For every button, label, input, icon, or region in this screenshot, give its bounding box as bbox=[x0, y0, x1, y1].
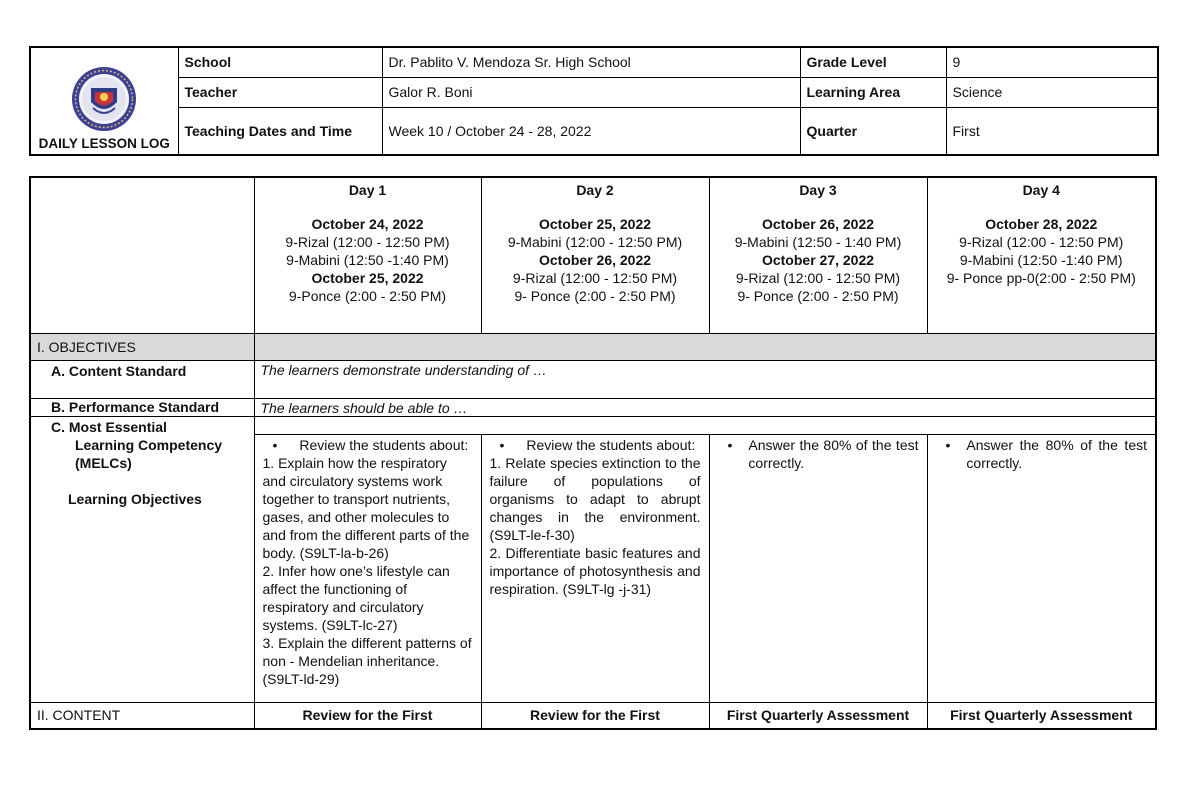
melc-header-row bbox=[30, 416, 1156, 434]
quarter-label: Quarter bbox=[800, 107, 946, 155]
day-header bbox=[709, 177, 927, 333]
day-section-time: 9- Ponce (2:00 - 2:50 PM) bbox=[737, 288, 899, 304]
header-table bbox=[29, 46, 1159, 156]
day4-bullet-text: Answer the 80% of the test correctly. bbox=[966, 436, 1147, 471]
teaching-dates-value: Week 10 / October 24 - 28, 2022 bbox=[382, 107, 800, 155]
day2-item: 2. Differentiate basic features and importance of photosynthesis and respiration. (S9LT-lg -j-31) bbox=[489, 544, 701, 597]
quarter-value: First bbox=[946, 107, 1158, 155]
objectives-blank bbox=[254, 333, 1156, 360]
content-day1: Review for the First bbox=[254, 702, 481, 729]
day-date: October 28, 2022 bbox=[985, 216, 1098, 232]
daily-lesson-log-title: DAILY LESSON LOG bbox=[38, 136, 170, 151]
day-section-time: 9-Rizal (12:00 - 12:50 PM) bbox=[959, 234, 1124, 250]
day-title: Day 2 bbox=[576, 182, 614, 198]
day-header bbox=[254, 177, 481, 333]
day1-objectives bbox=[254, 434, 481, 702]
day-date: October 24, 2022 bbox=[311, 216, 424, 232]
day1-bullet bbox=[263, 436, 473, 454]
day-title: Day 4 bbox=[1022, 182, 1060, 198]
day2-bullet-text: Review the students about: bbox=[526, 436, 696, 453]
day-section-time: 9-Mabini (12:00 - 12:50 PM) bbox=[507, 234, 683, 250]
objectives-row bbox=[30, 333, 1156, 360]
day-section-time: 9- Ponce pp-0(2:00 - 2:50 PM) bbox=[946, 270, 1136, 286]
day-section-time: 9-Rizal (12:00 - 12:50 PM) bbox=[735, 270, 901, 286]
learning-area-value: Science bbox=[946, 77, 1158, 107]
day-section-time: 9-Rizal (12:00 - 12:50 PM) bbox=[285, 234, 450, 250]
learning-area-label: Learning Area bbox=[800, 77, 946, 107]
melc-blank bbox=[254, 416, 1156, 434]
day-section-time: 9-Mabini (12:50 - 1:40 PM) bbox=[734, 234, 902, 250]
days-header-row bbox=[30, 177, 1156, 333]
learning-objectives-label: Learning Objectives bbox=[68, 490, 202, 507]
day3-bullet-text: Answer the 80% of the test correctly. bbox=[748, 436, 919, 471]
school-label: School bbox=[178, 47, 382, 77]
teaching-dates-label: Teaching Dates and Time bbox=[178, 107, 382, 155]
day-header bbox=[481, 177, 709, 333]
day4-bullet bbox=[936, 436, 1148, 472]
day-title: Day 3 bbox=[799, 182, 837, 198]
day2-item: 1. Relate species extinction to the failure of populations of organisms to adapt to abrupt changes in the environment. (S9LT-le-f-30) bbox=[489, 454, 701, 543]
day-title: Day 1 bbox=[348, 182, 387, 198]
bullet-dot-icon: • bbox=[499, 436, 505, 453]
day-section-time: 9-Mabini (12:50 -1:40 PM) bbox=[959, 252, 1123, 268]
content-heading: II. CONTENT bbox=[30, 702, 254, 729]
content-standard-label: A. Content Standard bbox=[30, 360, 254, 398]
grade-value: 9 bbox=[946, 47, 1158, 77]
performance-standard-row bbox=[30, 398, 1156, 416]
day3-objectives bbox=[709, 434, 927, 702]
bullet-dot-icon: • bbox=[272, 436, 278, 453]
day-section-time: 9- Ponce (2:00 - 2:50 PM) bbox=[514, 288, 676, 304]
melc-label-line1: C. Most Essential bbox=[51, 418, 167, 435]
bullet-dot-icon: • bbox=[727, 436, 733, 453]
day1-item: 2. Infer how one’s lifestyle can affect the functioning of respiratory and circulatory systems. (S9LT-lc-27) bbox=[262, 562, 450, 633]
content-row bbox=[30, 702, 1156, 729]
day-section-time: 9-Mabini (12:50 -1:40 PM) bbox=[286, 252, 449, 268]
day1-item: 1. Explain how the respiratory and circulatory systems work together to transport nutrients, gases, and other molecules to and from the different parts of the body. (S9LT-la-b-26) bbox=[262, 454, 470, 561]
day-section-time: 9-Rizal (12:00 - 12:50 PM) bbox=[512, 270, 678, 286]
lesson-log-table bbox=[29, 176, 1157, 730]
day-header bbox=[927, 177, 1156, 333]
day3-bullet bbox=[718, 436, 919, 472]
teacher-value: Galor R. Boni bbox=[382, 77, 800, 107]
content-standard-row bbox=[30, 360, 1156, 398]
school-value: Dr. Pablito V. Mendoza Sr. High School bbox=[382, 47, 800, 77]
blank-corner-cell bbox=[30, 177, 254, 333]
day1-item: 3. Explain the different patterns of non - Mendelian inheritance. (S9LT-ld-29) bbox=[262, 634, 472, 687]
bullet-dot-icon: • bbox=[945, 436, 951, 453]
day-date: October 25, 2022 bbox=[538, 216, 652, 232]
day-section-time: 9-Ponce (2:00 - 2:50 PM) bbox=[288, 288, 447, 304]
day-date: October 27, 2022 bbox=[761, 252, 875, 268]
logo-cell bbox=[30, 47, 178, 155]
melc-label-cell bbox=[30, 416, 254, 702]
content-day3: First Quarterly Assessment bbox=[709, 702, 927, 729]
teacher-label: Teacher bbox=[178, 77, 382, 107]
performance-standard-label: B. Performance Standard bbox=[30, 398, 254, 416]
grade-label: Grade Level bbox=[800, 47, 946, 77]
day2-objectives bbox=[481, 434, 709, 702]
deped-seal-icon bbox=[71, 66, 137, 132]
melc-label-line2: Learning Competency bbox=[75, 436, 223, 453]
content-day2: Review for the First bbox=[481, 702, 709, 729]
content-standard-text: The learners demonstrate understanding of … bbox=[254, 360, 1156, 398]
day-date: October 26, 2022 bbox=[761, 216, 875, 232]
day-date: October 25, 2022 bbox=[311, 270, 424, 286]
day1-bullet-text: Review the students about: bbox=[299, 436, 469, 453]
content-day4: First Quarterly Assessment bbox=[927, 702, 1156, 729]
objectives-heading: I. OBJECTIVES bbox=[30, 333, 254, 360]
performance-standard-text: The learners should be able to … bbox=[254, 398, 1156, 416]
melc-label-line3: (MELCs) bbox=[75, 454, 132, 471]
day-date: October 26, 2022 bbox=[538, 252, 652, 268]
day4-objectives bbox=[927, 434, 1156, 702]
day2-bullet bbox=[490, 436, 701, 454]
